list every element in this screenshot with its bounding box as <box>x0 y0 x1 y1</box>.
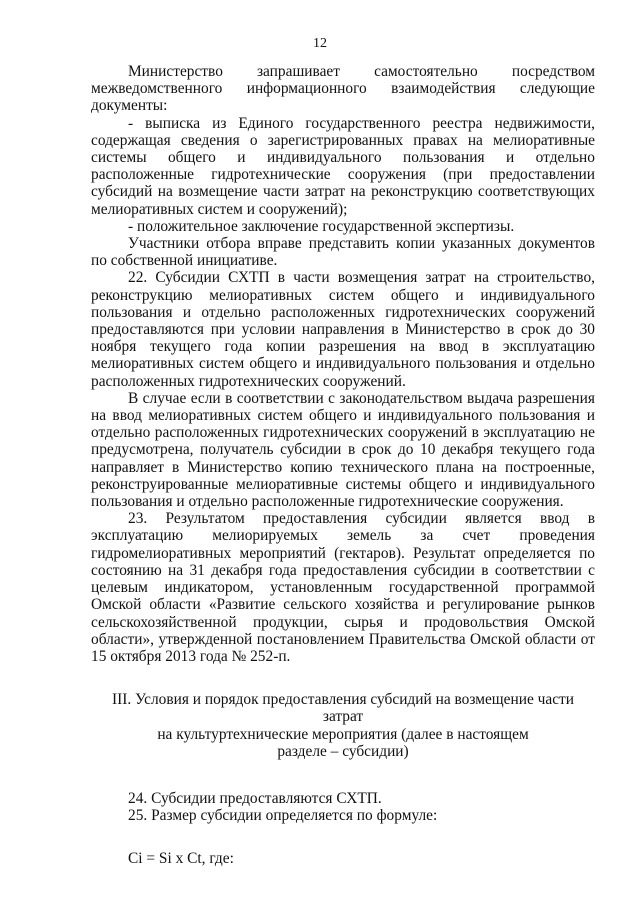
section-heading-line: на культуртехнические мероприятия (далее в настоящем <box>157 725 529 743</box>
paragraph-clause-23: 23. Результатом предоставления субсидии является ввод в эксплуатацию мелиорируемых земель за счет проведения гидромелиоративных мероприятий (гектаров). Результат определяется по состоянию на 31 декабря года предоставления субсидии в соответствии с целевым индикатором, установленным государственной программой Омской области «Развитие сельского хозяйства и регулирование рынков сельскохозяйственной продукции, сырья и продовольствия Омской области», утвержденной постановлением Правительства Омской области от 15 октября 2013 года № 252-п. <box>91 510 595 665</box>
paragraph-expertise-conclusion: - положительное заключение государственной экспертизы. <box>128 217 515 235</box>
paragraph-clause-22: 22. Субсидии СХТП в части возмещения затрат на строительство, реконструкцию мелиоративных систем общего и индивидуального пользования и отдельно расположенных гидротехнических сооружений предоставляются при условии направления в Министерство в срок до 30 ноября текущего года копии разрешения на ввод в эксплуатацию мелиоративных систем общего и индивидуального пользования и отдельно расположенных гидротехнических сооружений. <box>91 269 595 390</box>
paragraph-registry-extract: - выписка из Единого государственного реестра недвижимости, содержащая сведения о зарегистрированных правах на мелиоративные системы общего и индивидуального пользования и отдельно расположенные гидротехнические сооружения (при предоставлении субсидий на возмещение части затрат на реконструкцию соответствующих мелиоративных систем и сооружений); <box>91 114 595 218</box>
section-heading <box>91 691 595 760</box>
page-number: 12 <box>313 36 327 51</box>
paragraph-ministry-request: Министерство запрашивает самостоятельно посредством межведомственного информационного взаимодействия следующие документы: <box>91 63 595 115</box>
section-heading-line: III. Условия и порядок предоставления субсидий на возмещение части затрат <box>112 691 574 726</box>
section-heading-line: разделе – субсидии) <box>277 742 409 760</box>
paragraph-clause-24: 24. Субсидии предоставляются СХТП. <box>128 789 382 807</box>
paragraph-clause-25: 25. Размер субсидии определяется по формуле: <box>128 807 438 825</box>
subsidy-formula: Ci = Si x Ct, где: <box>128 850 234 868</box>
document-body <box>91 63 595 868</box>
paragraph-participants-copies: Участники отбора вправе представить копии указанных документов по собственной инициативе. <box>91 235 595 270</box>
paragraph-technical-plan: В случае если в соответствии с законодательством выдача разрешения на ввод мелиоративных систем общего и индивидуального пользования и отдельно расположенных гидротехнических сооружений в эксплуатацию не предусмотрена, получатель субсидии в срок до 10 декабря текущего года направляет в Министерство копию технического плана на построенные, реконструированные мелиоративные системы общего и индивидуального пользования и отдельно расположенные гидротехнические сооружения. <box>91 389 595 511</box>
